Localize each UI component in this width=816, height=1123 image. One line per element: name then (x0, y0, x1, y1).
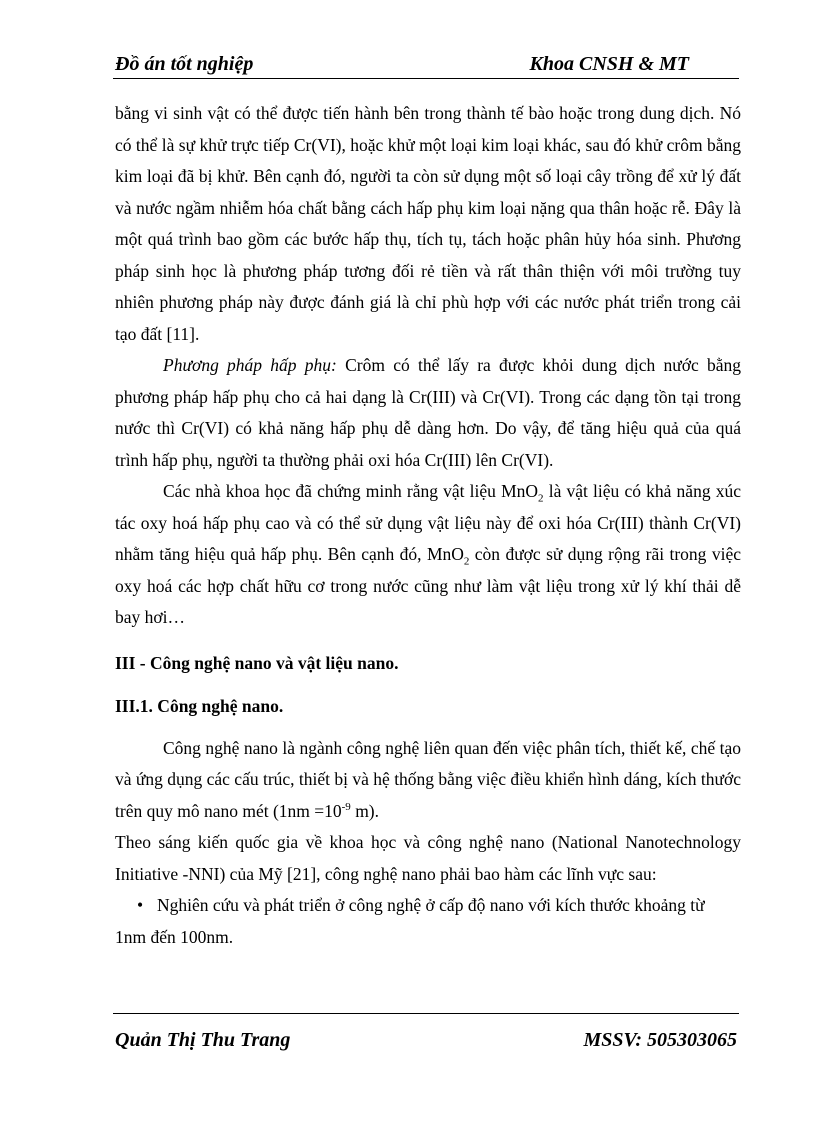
bullet-icon: • (137, 895, 144, 915)
section-heading-nano: III - Công nghệ nano và vật liệu nano. (115, 652, 399, 673)
mno2-subscript-1: 2 (538, 492, 544, 505)
nanotech-definition-text: Công nghệ nano là ngành công nghệ liên quan đến việc phân tích, thiết kế, chế tạo và ứng dụng các cấu trúc, thiết bị và hệ thống bằng việc điều khiển hình dáng, kích thước trên quy mô nano mét (1nm =10 (115, 737, 741, 821)
page-header (113, 50, 739, 79)
mno2-text-c: còn được sử dụng rộng rãi trong việc oxy hoá các hợp chất hữu cơ trong nước cũng như làm vật liệu trong xử lý khí thải dễ bay hơi… (115, 544, 741, 627)
list-item-text: Nghiên cứu và phát triển ở công nghệ ở cấp độ nano với kích thước khoảng từ (157, 895, 705, 915)
header-title: Đồ án tốt nghiệp (115, 53, 254, 75)
paragraph-biological-method: bằng vi sinh vật có thể được tiến hành bên trong thành tế bào hoặc trong dung dịch. Nó có thể là sự khử trực tiếp Cr(VI), hoặc khử một loại kim loại khác, sau đó khử crôm bằng kim loại đã bị khử. Bên cạnh đó, người ta còn sử dụng một số loại cây trồng để xử lý đất và nước ngầm nhiễm hóa chất bằng cách hấp phụ kim loại nặng qua thân hoặc rễ. Đây là một quá trình bao gồm các bước hấp thụ, tích tụ, tách hoặc phân hủy hóa sinh. Phương pháp sinh học là phương pháp tương đối rẻ tiền và rất thân thiện với môi trường tuy nhiên phương pháp này được đánh giá là chỉ phù hợp với các nước phát triển trong cải tạo đất [11]. (115, 103, 741, 344)
adsorption-method-text: Crôm có thể lấy ra được khỏi dung dịch nước bằng phương pháp hấp phụ cho cả hai dạng là Cr(III) và Cr(VI). Trong các dạng tồn tại trong nước thì Cr(VI) có khả năng hấp phụ dễ dàng hơn. Do vậy, để tăng hiệu quả của quá trình hấp phụ, người ta thường phải oxi hóa Cr(III) lên Cr(VI). (115, 355, 741, 470)
mno2-subscript-2: 2 (463, 555, 470, 568)
header-department: Khoa CNSH & MT (529, 53, 689, 75)
page-footer (113, 1013, 739, 1051)
nanometer-exponent: -9 (341, 800, 351, 813)
mno2-text-a: Các nhà khoa học đã chứng minh rằng vật liệu MnO (163, 481, 539, 501)
footer-author: Quản Thị Thu Trang (115, 1029, 291, 1051)
mno2-text-b: là vật liệu có khả năng xúc tác oxy hoá hấp phụ cao và có thể sử dụng vật liệu này để oxi hóa Cr(III) thành Cr(VI) nhằm tăng hiệu quả hấp phụ. Bên cạnh đó, MnO (115, 481, 741, 564)
list-item (115, 890, 741, 922)
adsorption-method-label: Phương pháp hấp phụ: (163, 355, 337, 375)
footer-student-id: MSSV: 505303065 (583, 1029, 737, 1051)
nanotech-definition-end: m). (350, 800, 380, 821)
body-text (115, 98, 741, 953)
paragraph-mno2 (115, 476, 741, 634)
paragraph-nni: Theo sáng kiến quốc gia về khoa học và công nghệ nano (National Nanotechnology Initiative -NNI) của Mỹ [21], công nghệ nano phải bao hàm các lĩnh vực sau: (115, 832, 741, 884)
subsection-heading-nanotech: III.1. Công nghệ nano. (115, 696, 284, 716)
paragraph-nanotech-definition (115, 733, 741, 828)
list-item-continuation: 1nm đến 100nm. (115, 926, 234, 947)
paragraph-adsorption-method (115, 350, 741, 476)
